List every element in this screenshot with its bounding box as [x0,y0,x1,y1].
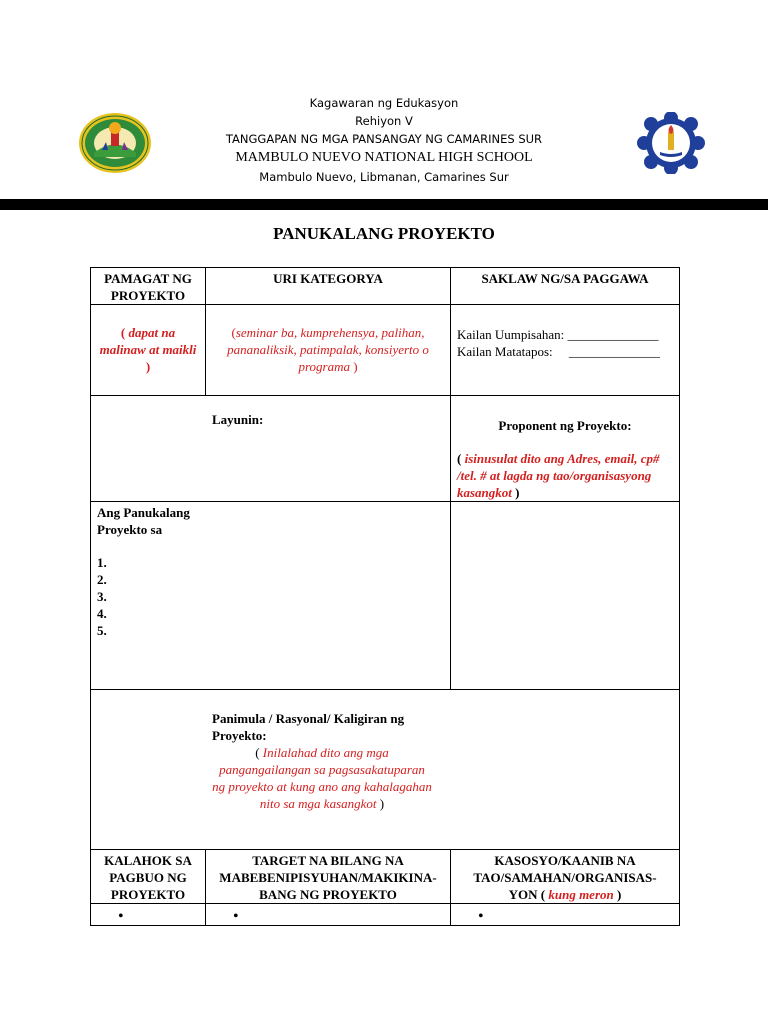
paren-close: ) [376,796,385,811]
list-item[interactable]: 1. [97,555,107,570]
bullet-icon: • [233,908,239,925]
schedule-cell[interactable] [451,305,680,396]
partners-hint: kung meron [548,887,614,902]
proponent-hint-block [457,450,673,501]
proposal-form-table [90,267,680,926]
proponent-hint: isinusulat dito ang Adres, email, cp# /tel. # at lagda ng tao/organisasyong kasangkot [457,451,660,500]
rationale-hint-block [212,744,432,812]
objectives-cell[interactable] [91,396,451,502]
header-label: SAKLAW NG/SA PAGGAWA [481,271,649,286]
list-item[interactable]: 2. [97,572,107,587]
list-item[interactable]: 5. [97,623,107,638]
project-title-cell[interactable] [91,305,206,396]
rationale-heading: Panimula / Rasyonal/ Kaligiran ng Proyekto: [212,711,405,743]
school-name: MAMBULO NUEVO NATIONAL HIGH SCHOOL [235,150,533,165]
project-list-heading: Ang Panukalang Proyekto sa [97,505,190,537]
project-list-cell[interactable] [91,502,451,690]
table-row [91,268,680,305]
division-office: TANGGAPAN NG MGA PANSANGAY NG CAMARINES SUR [225,132,543,146]
region-name: Rehiyon V [355,114,413,128]
category-hint: seminar ba, kumprehensya, palihan, pananaliksik, patimpalak, konsiyerto o programa [227,325,429,374]
header-divider [0,199,768,210]
beneficiaries-entry-cell[interactable] [206,904,451,926]
table-row [91,850,680,904]
category-cell[interactable] [206,305,451,396]
school-address: Mambulo Nuevo, Libmanan, Camarines Sur [259,170,509,184]
paren-close: ) [145,359,151,374]
project-title-hint: dapat na malinaw at maikli [99,325,197,357]
bullet-icon: • [478,908,484,925]
participants-header [91,850,206,904]
partners-header [451,850,680,904]
category-header [206,268,451,305]
project-title-header [91,268,206,305]
paren-close: ) [613,887,622,902]
bullet-icon: • [118,908,124,925]
paren-open: ( [231,325,236,340]
list-item[interactable]: 4. [97,606,107,621]
letterhead [0,94,768,186]
paren-close: ) [511,485,520,500]
scope-header [451,268,680,305]
header-label: KALAHOK SA PAGBUO NG PROYEKTO [104,853,192,902]
table-row[interactable] [91,502,680,690]
table-row[interactable] [91,904,680,926]
table-row[interactable] [91,396,680,502]
rationale-cell[interactable] [91,690,680,850]
blank-cell[interactable] [451,502,680,690]
rationale-hint: Inilalahad dito ang mga pangangailangan sa pagsasakatuparan ng proyekto at kung ano ang kahalagahan nito sa mga kasangkot [212,745,432,811]
paren-open: ( [255,745,263,760]
paren-close: ) [349,359,358,374]
partners-entry-cell[interactable] [451,904,680,926]
document-title: PANUKALANG PROYEKTO [273,224,495,243]
header-label: KASOSYO/KAANIB NA TAO/SAMAHAN/ORGANISAS-YON ( [473,853,657,902]
paren-open: ( [457,451,465,466]
objectives-label: Layunin: [212,412,264,427]
list-item[interactable]: 3. [97,589,107,604]
proponent-label: Proponent ng Proyekto: [498,418,632,433]
end-date-field[interactable]: Kailan Matatapos: ______________ [457,344,660,359]
header-label: URI KATEGORYA [273,271,383,286]
table-row[interactable] [91,690,680,850]
participants-entry-cell[interactable] [91,904,206,926]
header-label: TARGET NA BILANG NA MABEBENIPISYUHAN/MAKIKINA-BANG NG PROYEKTO [219,853,437,902]
department-name: Kagawaran ng Edukasyon [309,96,459,110]
project-list [97,554,444,639]
start-date-field[interactable]: Kailan Uumpisahan: ______________ [457,327,659,342]
table-row[interactable] [91,305,680,396]
header-label: PAMAGAT NG PROYEKTO [104,271,192,303]
proponent-cell[interactable] [451,396,680,502]
paren-open: ( [120,325,129,340]
beneficiaries-header [206,850,451,904]
